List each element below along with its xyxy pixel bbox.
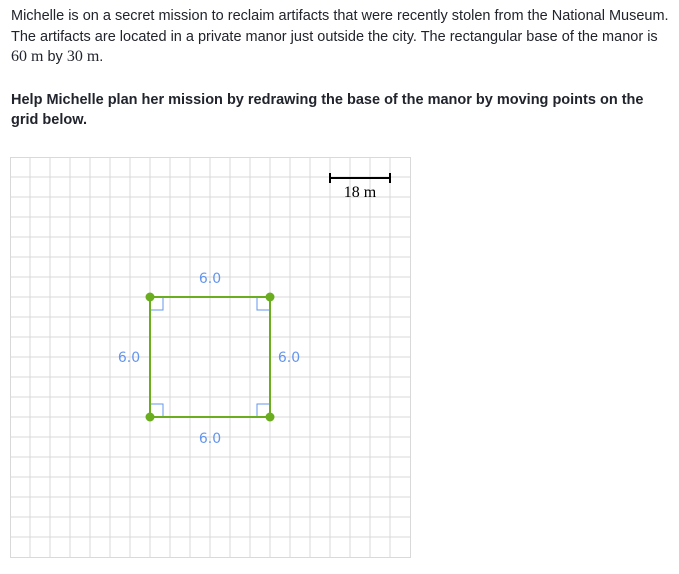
problem-text-part1: Michelle is on a secret mission to reclaim artifacts that were recently stolen from the National Museum. The artifacts are located in a private manor just outside the city. The rectangular base of the manor is	[11, 8, 669, 45]
grid-lines	[10, 157, 410, 557]
interactive-graph[interactable]	[10, 157, 411, 558]
side-length-label-left: 6.0	[117, 350, 141, 366]
problem-statement	[11, 6, 673, 68]
instruction-text: Help Michelle plan her mission by redrawing the base of the manor by moving points on the grid below.	[11, 92, 644, 128]
draggable-vertex-point[interactable]	[266, 293, 275, 302]
side-length-label-right: 6.0	[277, 350, 301, 366]
draggable-vertex-point[interactable]	[266, 413, 275, 422]
manor-width-value: 30 m	[66, 48, 100, 65]
side-length-label-bottom: 6.0	[198, 431, 222, 447]
side-length-label-top: 6.0	[198, 271, 222, 287]
graph-canvas[interactable]	[10, 157, 411, 558]
scale-bar-label: 18 m	[343, 184, 377, 201]
problem-text-part2: by	[43, 49, 67, 65]
problem-text-part3: .	[99, 49, 104, 65]
manor-length-value: 60 m	[11, 48, 44, 65]
draggable-vertex-point[interactable]	[146, 413, 155, 422]
draggable-vertex-point[interactable]	[146, 293, 155, 302]
